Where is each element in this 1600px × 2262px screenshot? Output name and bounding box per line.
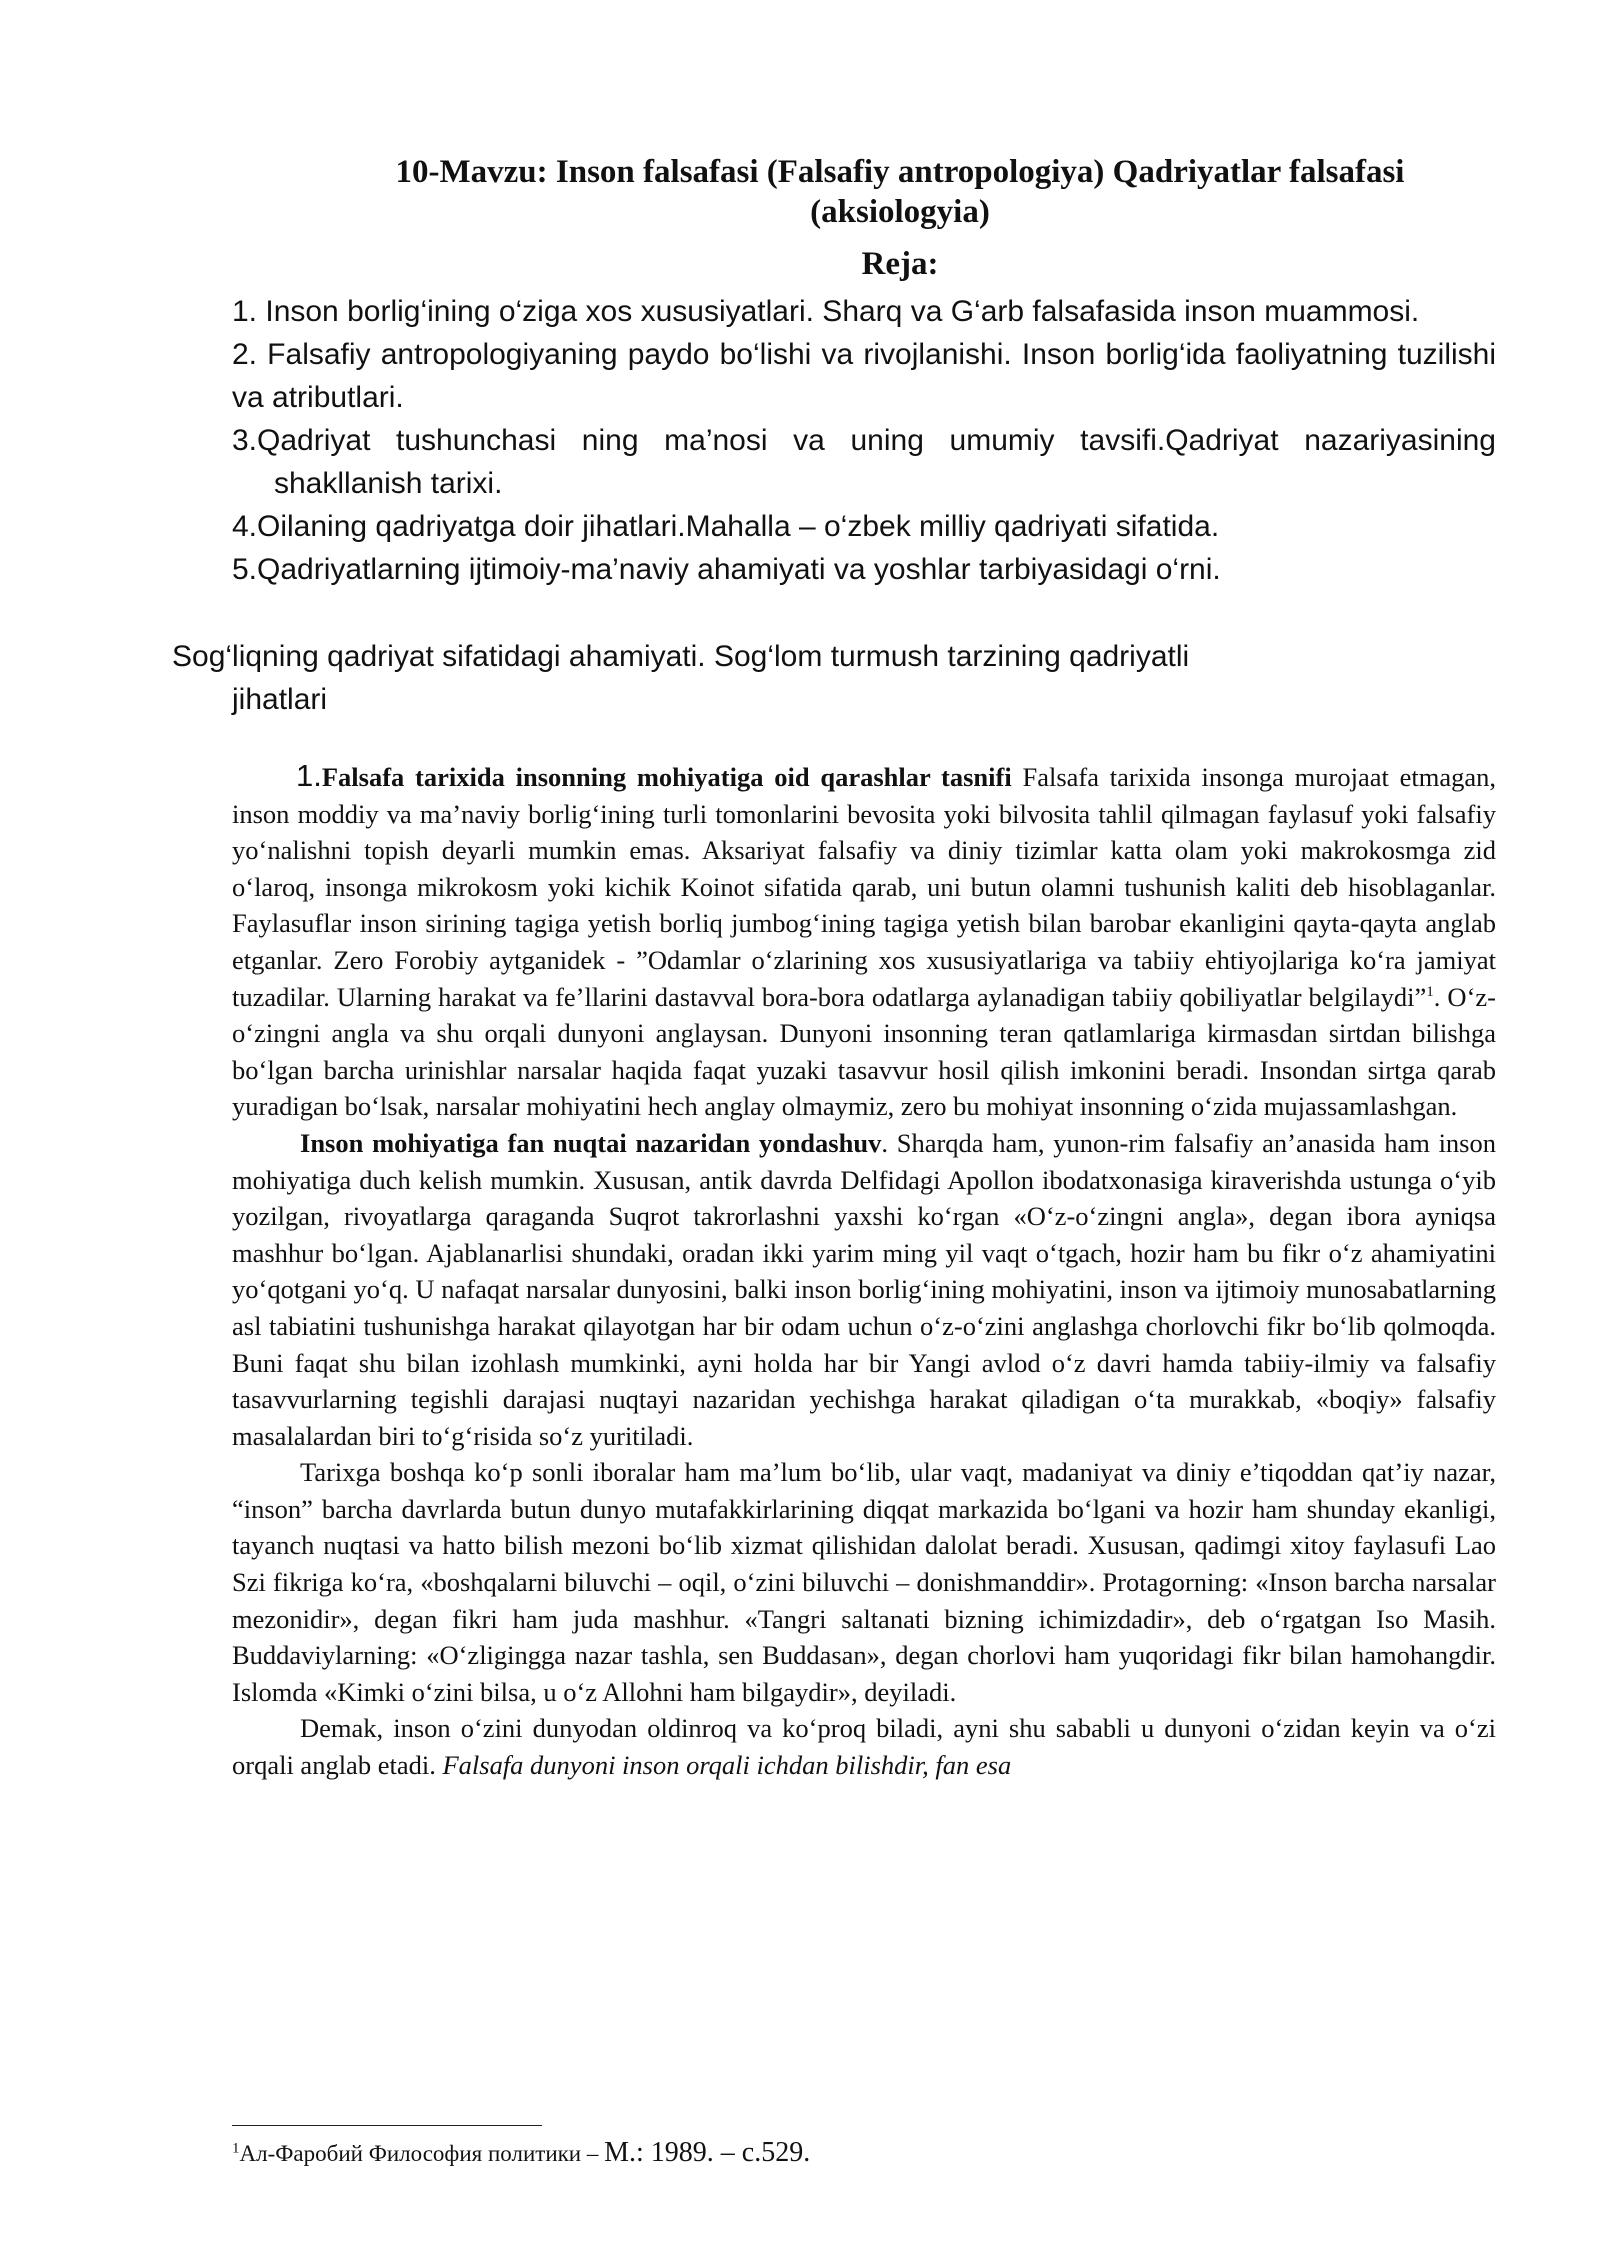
section-number: 1. (296, 758, 322, 793)
paragraph-1-text-a: Falsafa tarixida insonga murojaat etmagan, inson moddiy va ma’naviy borlig‘ining turli tomonlarini bevosita yoki bilvosita tahlil qilmagan faylasuf yoki falsafiy yo‘nalishni topish deyarli mumkin emas. Aksariyat falsafiy va diniy tizimlar katta olam yoki makrokosmga zid o‘laroq, insonga mikrokosm yoki kichik Koinot sifatida qarab, uni butun olamni tushunish kaliti deb hisoblaganlar. Faylasuflar inson sirining tagiga yetish borliq jumbog‘ining tagiga yetish bilan barobar ekanligini qayta-qayta anglab etganlar. Zero Forobiy aytganidek - ”Odamlar o‘zlarining xos xususiyatlariga va tabiiy ehtiyojlariga ko‘ra jamiyat tuzadilar. Ularning harakat va fe’llarini dastavval bora-bora odatlarga aylanadigan tabiiy qobiliyatlar belgilaydi” (232, 762, 1496, 1012)
paragraph-4-italic: Falsafa dunyoni inson orqali ichdan bilishdir, fan esa (442, 1750, 1012, 1781)
section-heading: Falsafa tarixida insonning mohiyatiga oid qarashlar tasnifi (321, 762, 1012, 792)
plan-continuation-line-2: jihatlari (232, 683, 328, 716)
title-line-1: 10-Mavzu: Inson falsafasi (Falsafiy antropologiya) Qadriyatlar falsafasi (395, 154, 1405, 190)
footnote-ref[interactable]: 1 (1426, 983, 1434, 1000)
paragraph-4 (232, 1710, 1496, 1783)
document-title (300, 152, 1500, 232)
paragraph-4-text: Demak, inson o‘zini dunyodan oldinroq va ko‘proq biladi, ayni shu sababli u dunyoni o‘zidan keyin va o‘zi orqali anglab etadi. (232, 1713, 1496, 1781)
plan-item-5: 5.Qadriyatlarning ijtimoiy-ma’naviy ahamiyati va yoshlar tarbiyasidagi o‘rni. (232, 553, 1221, 586)
title-line-2: (aksiologyia) (810, 194, 990, 230)
plan-item-3: 3.Qadriyat tushunchasi ning ma’nosi va uning umumiy tavsifi.Qadriyat nazariyasining shakllanish tarixi. (232, 424, 1496, 500)
paragraph-1-text-b: . O‘z-o‘zingni angla va shu orqali dunyoni anglaysan. Dunyoni insonning teran qatlamlariga kirmasdan sirtdan bilishga bo‘lgan barcha urinishlar narsalar haqida faqat yuzaki tasavvur hosil qilish imkonini beradi. Insondan sirtga qarab yuradigan bo‘lsak, narsalar mohiyatini hech anglay olmaymiz, zero bu mohiyat insonning o‘zida mujassamlashgan. (232, 981, 1496, 1122)
plan-continuation (172, 635, 1436, 721)
plan-list (232, 290, 1496, 591)
paragraph-2-heading: Inson mohiyatiga fan nuqtai nazaridan yondashuv (300, 1127, 882, 1158)
footnote-text-end: М.: 1989. – с.529. (604, 2137, 811, 2168)
paragraph-2-text: . Sharqda ham, yunon-rim falsafiy an’anasida ham inson mohiyatiga duch kelish mumkin. Xususan, antik davrda Delfidagi Apollon ibodatxonasiga kiraverishda ustunga o‘yib yozilgan, rivoyatlarga qaraganda Suqrot takrorlashni yaxshi ko‘rgan «O‘z-o‘zingni angla», degan ibora ayniqsa mashhur bo‘lgan. Ajablanarlisi shundaki, oradan ikki yarim ming yil vaqt o‘tgach, hozir ham bu fikr o‘z ahamiyatini yo‘qotgani yo‘q. U nafaqat narsalar dunyosini, balki inson borlig‘ining mohiyatini, inson va ijtimoiy munosabatlarning asl tabiatini tushunishga harakat qilayotgan har bir odam uchun o‘z-o‘zini anglashga chorlovchi fikr bo‘lib qolmoqda. Buni faqat shu bilan izohlash mumkinki, ayni holda har bir Yangi avlod o‘z davri hamda tabiiy-ilmiy va falsafiy tasavvurlarning tegishli darajasi nuqtayi nazaridan yechishga harakat qiladigan o‘ta murakkab, «boqiy» falsafiy masalalardan biri to‘g‘risida so‘z yuritiladi. (232, 1127, 1496, 1451)
plan-item-4: 4.Oilaning qadriyatga doir jihatlari.Mahalla – o‘zbek milliy qadriyati sifatida. (232, 510, 1220, 543)
footnote (232, 2138, 1496, 2169)
plan-continuation-line-1: Sog‘liqning qadriyat sifatidagi ahamiyati. Sog‘lom turmush tarzining qadriyatli (172, 640, 1190, 673)
plan-item-2: 2. Falsafiy antropologiyaning paydo bo‘lishi va rivojlanishi. Inson borlig‘ida faoliyatning tuzilishi va atributlari. (232, 338, 1496, 414)
footnote-separator (232, 2125, 542, 2126)
footnote-text: Ал-Фаробий Философия политики – (239, 2141, 605, 2166)
body-text (232, 758, 1496, 1784)
plan-heading: Reja: (861, 246, 939, 282)
paragraph-3: Tarixga boshqa ko‘p sonli iboralar ham ma’lum bo‘lib, ular vaqt, madaniyat va diniy e’tiqoddan qat’iy nazar, “inson” barcha davrlarda butun dunyo mutafakkirlarining diqqat markazida bo‘lgani va hozir ham shunday ekanligi, tayanch nuqtasi va hatto bilish mezoni bo‘lib xizmat qilishidan dalolat beradi. Xususan, qadimgi xitoy faylasufi Lao Szi fikriga ko‘ra, «boshqalarni biluvchi – oqil, o‘zini biluvchi – donishmanddir». Protagorning: «Inson barcha narsalar mezonidir», degan fikri ham juda mashhur. «Tangri saltanati bizning ichimizdadir», deb o‘rgatgan Iso Masih. Buddaviylarning: «O‘zligingga nazar tashla, sen Buddasan», degan chorlovi ham yuqoridagi fikr bilan hamohangdir. Islomda «Kimki o‘zini bilsa, u o‘z Allohni ham bilgaydir», deyiladi. (232, 1457, 1496, 1707)
paragraph-1 (232, 758, 1496, 1125)
paragraph-2 (232, 1125, 1496, 1454)
footnote-number: 1 (232, 2140, 240, 2157)
plan-item-1: 1. Inson borlig‘ining o‘ziga xos xususiyatlari. Sharq va G‘arb falsafasida inson muammosi. (232, 295, 1420, 328)
